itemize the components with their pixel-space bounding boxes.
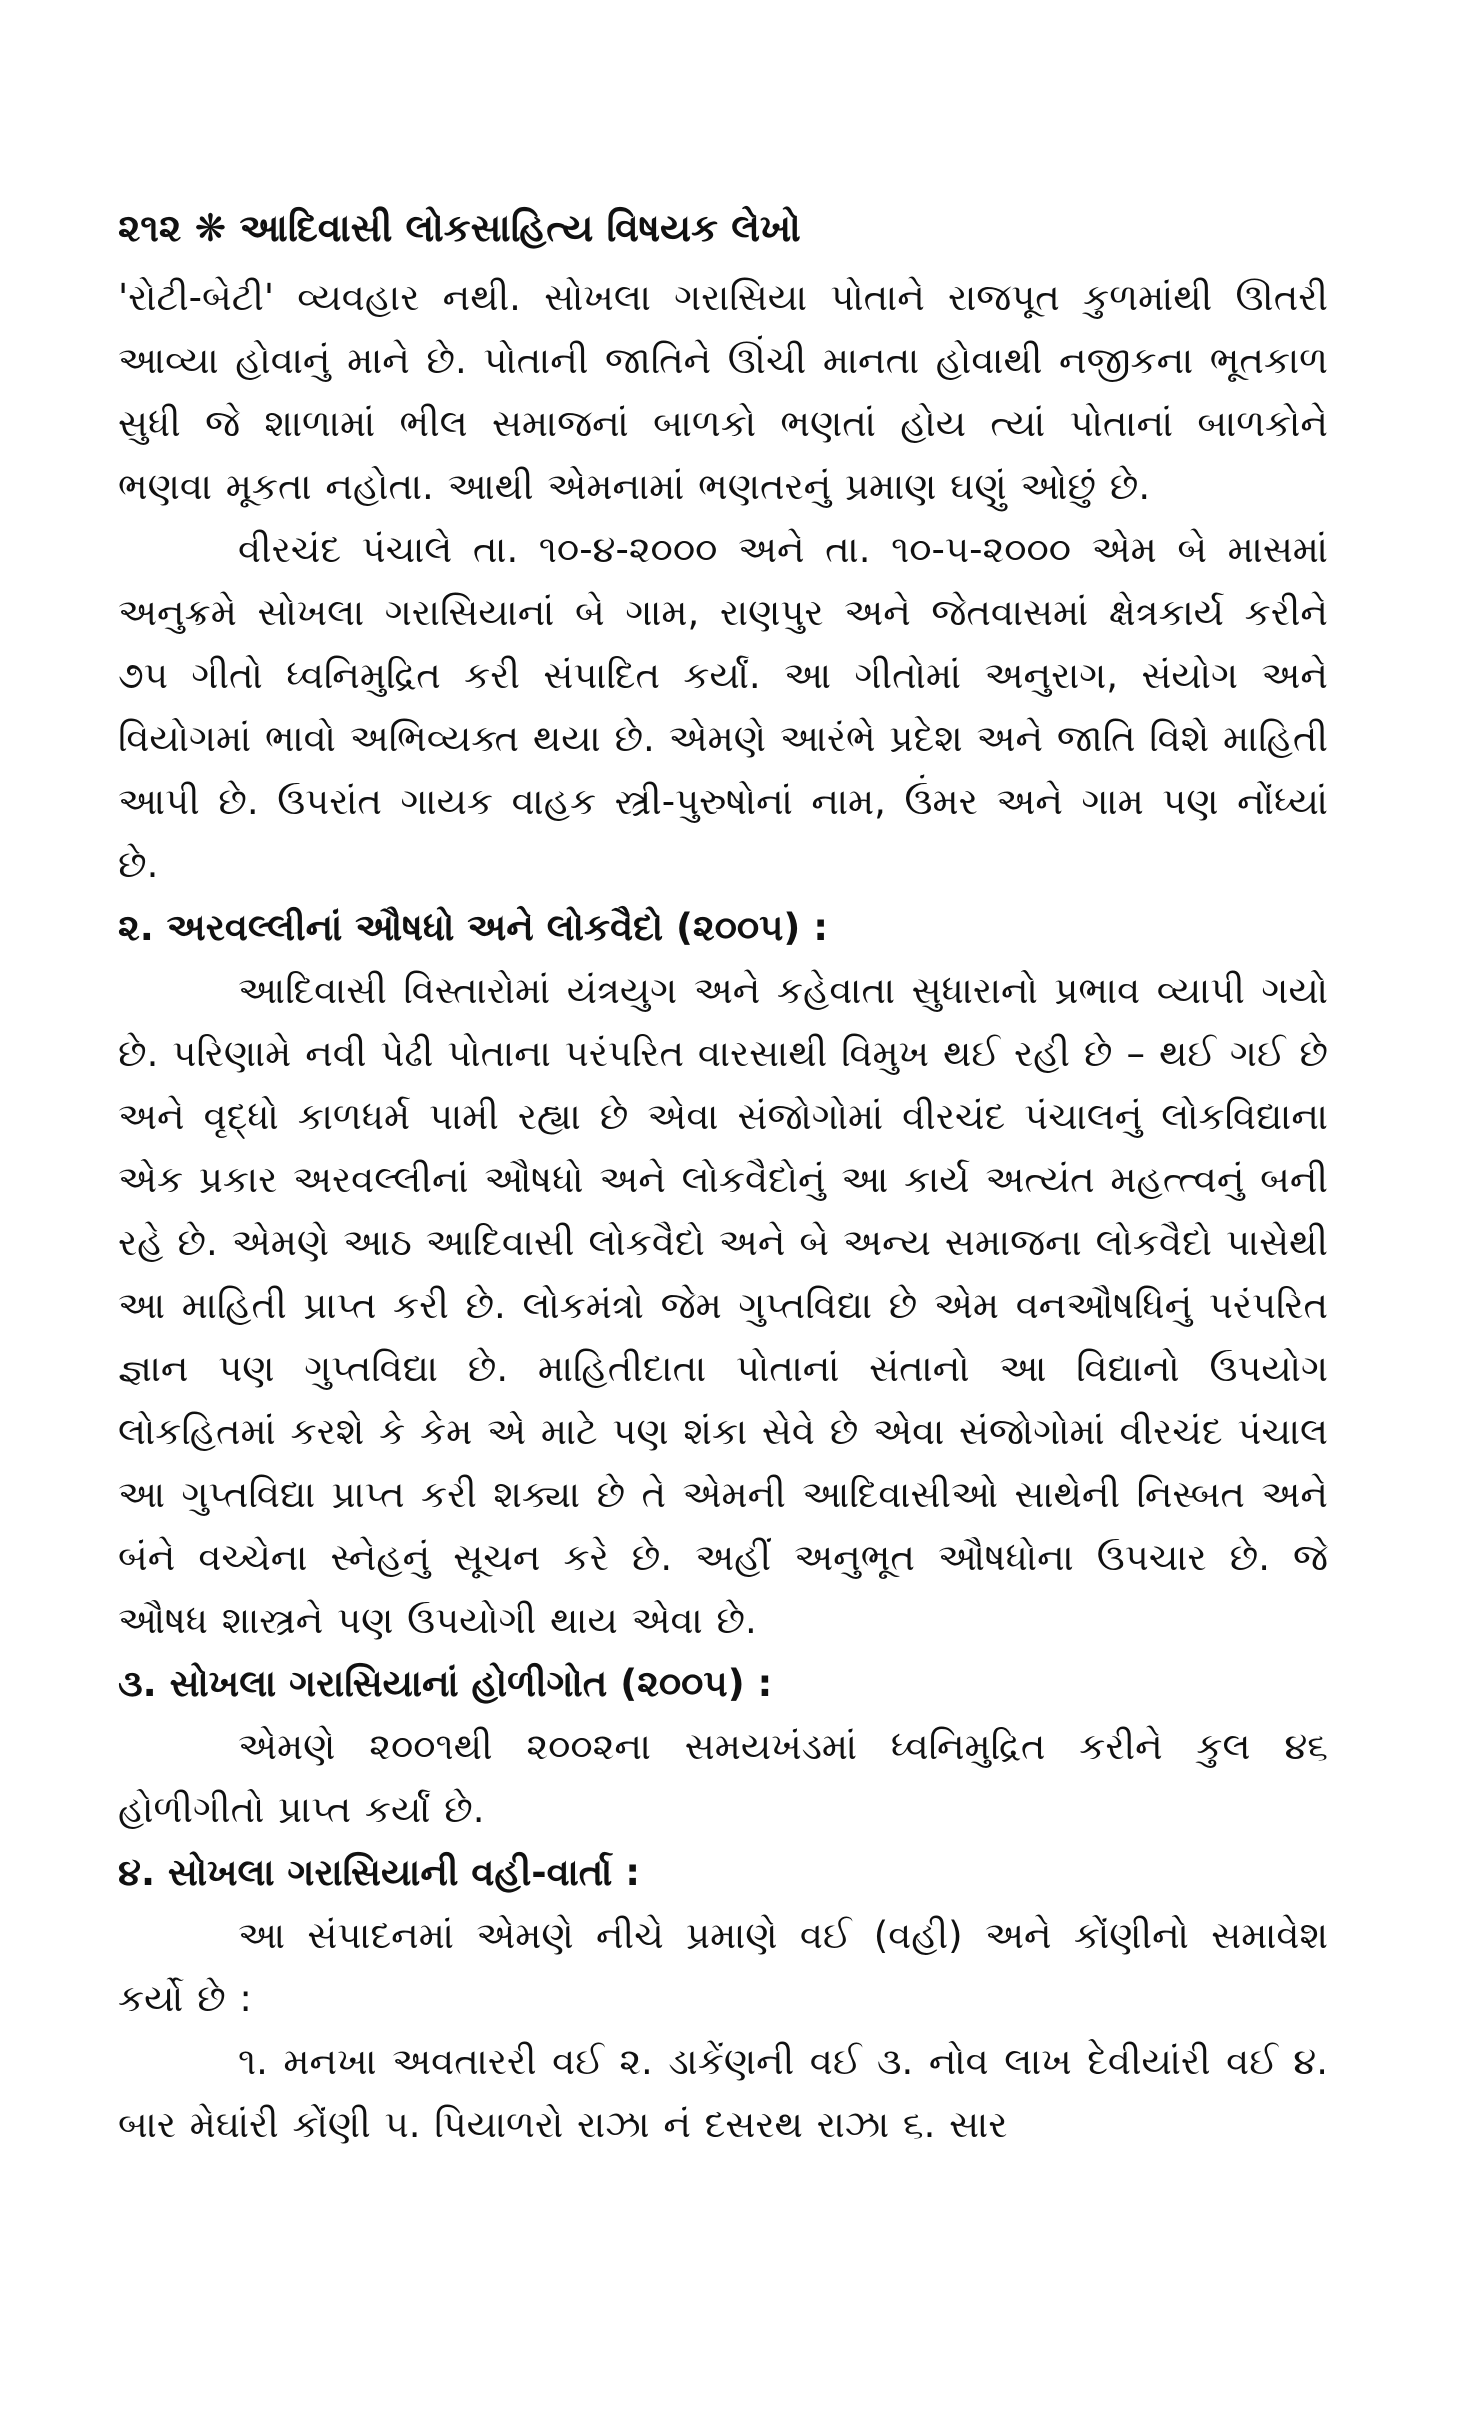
section-heading-aravalli-medicines: ૨. અરવલ્લીનાં ઔષધો અને લોકવૈદો (૨૦૦૫) : (118, 906, 829, 949)
section-heading-vahi-varta: ૪. સોખલા ગરાસિયાની વહી-વાર્તા : (118, 1851, 641, 1894)
running-head: ૨૧૨ ❋ આદિવાસી લોકસાહિત્ય વિષયક લેખો (118, 206, 801, 250)
paragraph-vahi-varta-intro: આ સંપાદનમાં એમણે નીચે પ્રમાણે વઈ (વહી) અને કોંણીનો સમાવેશ કર્યો છે : (118, 1914, 1328, 2020)
section-heading-holi-songs: ૩. સોખલા ગરાસિયાનાં હોળીગોત (૨૦૦૫) : (118, 1662, 773, 1705)
book-page (118, 200, 1328, 2156)
paragraph-veerchand-songs: વીરચંદ પંચાલે તા. ૧૦-૪-૨૦૦૦ અને તા. ૧૦-૫-૨૦૦૦ એમ બે માસમાં અનુક્રમે સોખલા ગરાસિયાનાં બે ગામ, રાણપુર અને જેતવાસમાં ક્ષેત્રકાર્ય કરીને ૭૫ ગીતો ધ્વનિમુદ્રિત કરી સંપાદિત કર્યાં. આ ગીતોમાં અનુરાગ, સંયોગ અને વિયોગમાં ભાવો અભિવ્યક્ત થયા છે. એમણે આરંભે પ્રદેશ અને જાતિ વિશે માહિતી આપી છે. ઉપરાંત ગાયક વાહક સ્ત્રી-પુરુષોનાં નામ, ઉંમર અને ગામ પણ નોંધ્યાં છે. (118, 528, 1328, 886)
paragraph-aravalli-medicines: આદિવાસી વિસ્તારોમાં યંત્રયુગ અને કહેવાતા સુધારાનો પ્રભાવ વ્યાપી ગયો છે. પરિણામે નવી પેઢી પોતાના પરંપરિત વારસાથી વિમુખ થઈ રહી છે – થઈ ગઈ છે અને વૃદ્ધો કાળધર્મ પામી રહ્યા છે એવા સંજોગોમાં વીરચંદ પંચાલનું લોકવિદ્યાના એક પ્રકાર અરવલ્લીનાં ઔષધો અને લોકવૈદોનું આ કાર્ય અત્યંત મહત્ત્વનું બની રહે છે. એમણે આઠ આદિવાસી લોકવૈદો અને બે અન્ય સમાજના લોકવૈદો પાસેથી આ માહિતી પ્રાપ્ત કરી છે. લોકમંત્રો જેમ ગુપ્તવિદ્યા છે એમ વનઔષધિનું પરંપરિત જ્ઞાન પણ ગુપ્તવિદ્યા છે. માહિતીદાતા પોતાનાં સંતાનો આ વિદ્યાનો ઉપયોગ લોકહિતમાં કરશે કે કેમ એ માટે પણ શંકા સેવે છે એવા સંજોગોમાં વીરચંદ પંચાલ આ ગુપ્તવિદ્યા પ્રાપ્ત કરી શક્યા છે તે એમની આદિવાસીઓ સાથેની નિસ્બત અને બંને વચ્ચેના સ્નેહનું સૂચન કરે છે. અહીં અનુભૂત ઔષધોના ઉપચાર છે. જે ઔષધ શાસ્ત્રને પણ ઉપયોગી થાય એવા છે. (118, 969, 1328, 1642)
paragraph-vahi-varta-list: ૧. મનખા અવતારરી વઈ ૨. ડાકેંણની વઈ ૩. નોવ લાખ દેવીયાંરી વઈ ૪. બાર મેઘાંરી કોંણી ૫. પિયાળરો રાઝા નં દસરથ રાઝા ૬. સાર (118, 2040, 1328, 2146)
paragraph-holi-songs: એમણે ૨૦૦૧થી ૨૦૦૨ના સમયખંડમાં ધ્વનિમુદ્રિત કરીને કુલ ૪૬ હોળીગીતો પ્રાપ્ત કર્યાં છે. (118, 1725, 1328, 1831)
paragraph-continuation: 'રોટી-બેટી' વ્યવહાર નથી. સોખલા ગરાસિયા પોતાને રાજપૂત કુળમાંથી ઊતરી આવ્યા હોવાનું માને છે. પોતાની જાતિને ઊંચી માનતા હોવાથી નજીકના ભૂતકાળ સુધી જે શાળામાં ભીલ સમાજનાં બાળકો ભણતાં હોય ત્યાં પોતાનાં બાળકોને ભણવા મૂકતા નહોતા. આથી એમનામાં ભણતરનું પ્રમાણ ઘણું ઓછું છે. (118, 276, 1328, 508)
